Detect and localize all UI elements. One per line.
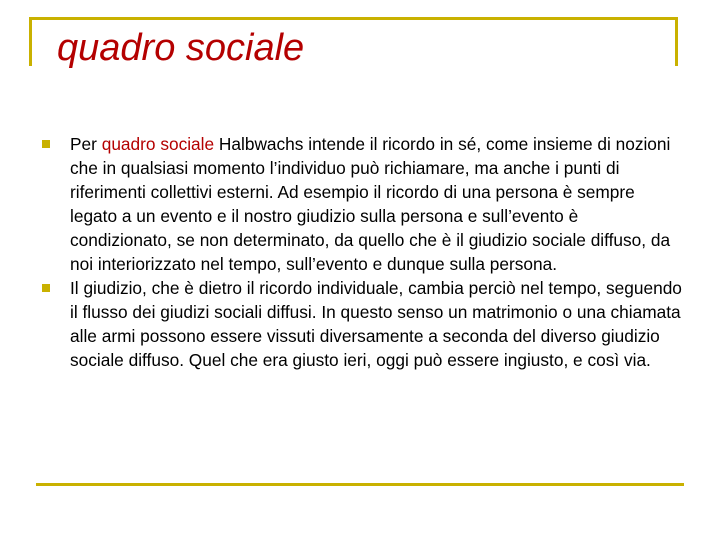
bullet-2-text: Il giudizio, che è dietro il ricordo individuale, cambia perciò nel tempo, seguendo il flusso dei giudizi sociali diffusi. In questo senso un matrimonio o una chiamata alle armi possono essere vissuti diversamente a seconda del diverso giudizio sociale diffuso. Quel che era giusto ieri, oggi può essere ingiusto, e così via. <box>70 278 682 370</box>
bullet-1-prefix: Per <box>70 134 102 154</box>
bullet-1-text: Halbwachs intende il ricordo in sé, come insieme di nozioni che in qualsiasi momento l’individuo può richiamare, ma anche i punti di riferimenti collettivi esterni. Ad esempio il ricordo di una persona è sempre legato a un evento e il nostro giudizio sulla persona e sull’evento è condizionato, se non determinato, da quello che è il giudizio sociale diffuso, da noi interiorizzato nel tempo, sull’evento e dunque sulla persona. <box>70 134 671 274</box>
title-frame-left-border <box>29 17 32 66</box>
bottom-divider-line <box>36 483 684 486</box>
title-frame-right-border <box>675 17 678 66</box>
square-bullet-icon <box>42 140 50 148</box>
bullet-item-2 <box>42 276 682 372</box>
bullet-list <box>42 132 682 372</box>
bullet-item-1 <box>42 132 682 276</box>
title-frame-top-border <box>29 17 677 20</box>
slide-title: quadro sociale <box>57 27 305 69</box>
square-bullet-icon <box>42 284 50 292</box>
bullet-1-highlight: quadro sociale <box>101 134 215 154</box>
